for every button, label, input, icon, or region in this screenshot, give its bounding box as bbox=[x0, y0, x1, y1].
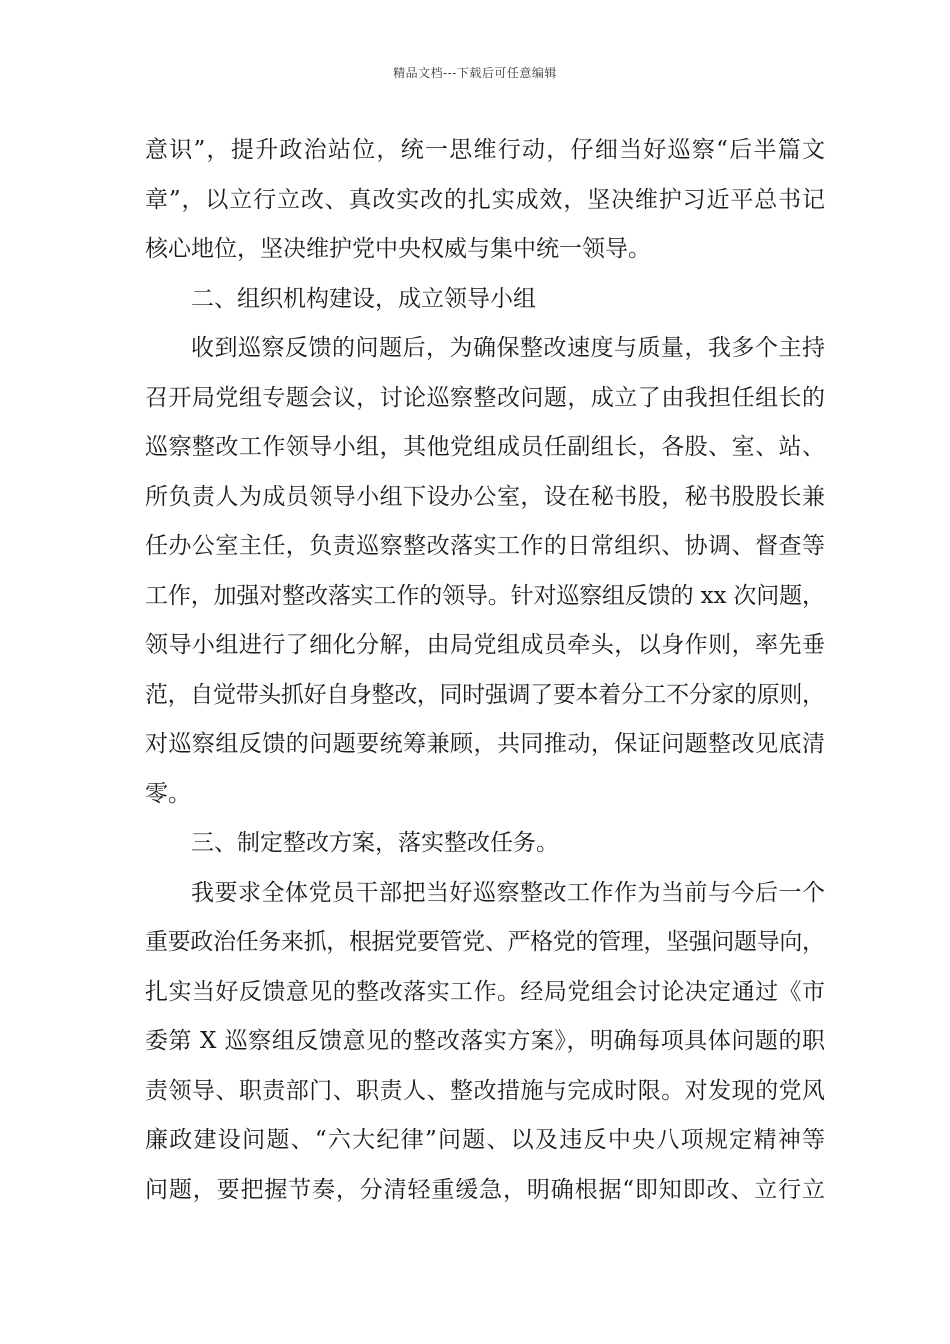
text-line: 廉政建设问题、“六大纪律”问题、以及违反中央八项规定精神等 bbox=[145, 1127, 827, 1153]
text-line: 意识”，提升政治站位，统一思维行动，仔细当好巡察“后半篇文 bbox=[145, 137, 827, 163]
text-line: 核心地位，坚决维护党中央权威与集中统一领导。 bbox=[145, 236, 651, 262]
text-line: 重要政治任务来抓，根据党要管党、严格党的管理，坚强问题导向， bbox=[145, 929, 825, 955]
text-line: 任办公室主任，负责巡察整改落实工作的日常组织、协调、督查等 bbox=[145, 533, 826, 559]
text-line: 巡察整改工作领导小组，其他党组成员任副组长，各股、室、站、 bbox=[145, 434, 826, 460]
page-header: 精品文档---下载后可任意编辑 bbox=[393, 66, 557, 80]
text-line: 零。 bbox=[145, 780, 191, 807]
section-heading: 二、组织机构建设，成立领导小组 bbox=[191, 285, 536, 312]
text-line: 所负责人为成员领导小组下设办公室，设在秘书股，秘书股股长兼 bbox=[145, 483, 826, 510]
text-line: 领导小组进行了细化分解，由局党组成员牵头，以身作则，率先垂 bbox=[145, 632, 826, 658]
text-line: 工作，加强对整改落实工作的领导。针对巡察组反馈的 xx 次问题， bbox=[145, 582, 825, 609]
text-line: 召开局党组专题会议，讨论巡察整改问题，成立了由我担任组长的 bbox=[145, 384, 826, 411]
text-line: 对巡察组反馈的问题要统筹兼顾，共同推动，保证问题整改见底清 bbox=[145, 731, 826, 757]
text-line: 章”，以立行立改、真改实改的扎实成效，坚决维护习近平总书记 bbox=[145, 186, 826, 213]
paragraph-start-line: 收到巡察反馈的问题后，为确保整改速度与质量，我多个主持 bbox=[191, 335, 826, 361]
text-line: 扎实当好反馈意见的整改落实工作。经局党组会讨论决定通过《市 bbox=[145, 978, 826, 1005]
section-heading: 三、制定整改方案，落实整改任务。 bbox=[191, 830, 559, 856]
text-line: 委第 X 巡察组反馈意见的整改落实方案》，明确每项具体问题的职 bbox=[145, 1028, 826, 1054]
text-line: 范，自觉带头抓好自身整改，同时强调了要本着分工不分家的原则， bbox=[145, 681, 825, 708]
text-line: 责领导、职责部门、职责人、整改措施与完成时限。对发现的党风 bbox=[145, 1077, 826, 1104]
document-body bbox=[145, 126, 825, 1215]
text-line: 问题，要把握节奏，分清轻重缓急，明确根据“即知即改、立行立 bbox=[145, 1176, 826, 1203]
paragraph-start-line: 我要求全体党员干部把当好巡察整改工作作为当前与今后一个 bbox=[191, 879, 826, 906]
